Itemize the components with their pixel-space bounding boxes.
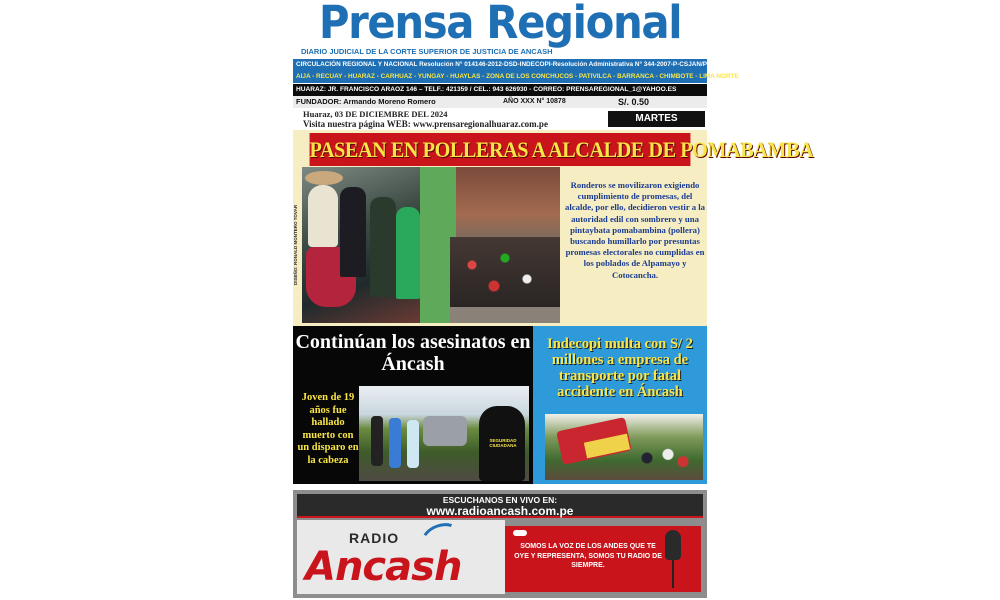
radio-logo-main: Ancash <box>305 544 462 590</box>
address-band: HUARAZ: JR. FRANCISCO ARAOZ 146 – TELF.: 421359 / CEL.: 943 626930 - CORREO: PRENSAREGIONAL_1@YAHOO.ES <box>293 84 707 96</box>
ad-promo <box>505 526 701 592</box>
weekday-badge: MARTES <box>608 111 705 127</box>
story-indecopi-headline: Indecopi multa con S/ 2 millones a empresa de transporte por fatal accidente en Áncash <box>547 336 693 400</box>
circulation-band <box>293 59 739 83</box>
lead-headline: PASEAN EN POLLERAS A ALCALDE DE POMABAMBA <box>310 133 691 166</box>
people-shape <box>635 440 695 476</box>
story-indecopi <box>533 326 707 484</box>
lead-story <box>293 130 814 326</box>
lead-photo-right <box>420 167 560 323</box>
person-shape <box>396 207 420 299</box>
newspaper-subtitle: DIARIO JUDICIAL DE LA CORTE SUPERIOR DE JUSTICIA DE ANCASH <box>301 47 553 56</box>
info-band <box>293 96 707 108</box>
story-murders-caption: Joven de 19 años fue hallado muerto con un disparo en la cabeza <box>297 392 359 466</box>
hat-shape <box>305 171 343 185</box>
lead-summary: Ronderos se movilizaron exigiendo cumplimiento de promesas, del alcalde, por ello, decidieron vestir a la autoridad edil con sombrero y una pintaybata pomabambina (pollera) buscando humillarlo por presuntas promesas electorales no cumplidas en los poblados de Alpamayo y Cotocancha. <box>565 180 705 280</box>
design-credit: DISEÑO: RONALD MONTERO TOVAR <box>293 204 298 286</box>
mic-stand-icon <box>672 560 674 588</box>
radio-logo-top: RADIO <box>349 530 400 546</box>
car-shape <box>423 416 467 446</box>
ad-listen-live: ESCUCHANOS EN VIVO EN: <box>442 495 558 505</box>
person-shape <box>389 418 401 468</box>
story-murders <box>293 326 533 484</box>
person-shape <box>407 420 419 468</box>
person-shape <box>371 416 383 466</box>
price: S/. 0.50 <box>618 97 650 107</box>
radio-ancash-ad <box>293 490 707 598</box>
story-murders-headline: Continúan los asesinatos en Áncash <box>295 331 531 375</box>
person-shape <box>340 187 366 277</box>
person-shape <box>370 197 396 297</box>
issue-number: AÑO XXX N° 10878 <box>503 98 566 105</box>
issue-date: Huaraz, 03 DE DICIEMBRE DEL 2024 <box>303 109 448 119</box>
circulation-text: CIRCULACIÓN REGIONAL Y NACIONAL Resolución N° 014146-2012-DSD-INDECOPI-Resolución Administrativa N° 344-2007-P-CSJAN/PJ <box>296 61 711 68</box>
coverage-text: AIJA - RECUAY - HUARAZ - CARHUAZ - YUNGAY - HUAYLAS - ZONA DE LOS CONCHUCOS - PATIVILCA - BARRANCA - CHIMBOTE - LIMA NORTE <box>296 73 739 80</box>
ad-url: www.radioancash.com.pe <box>426 504 574 518</box>
date-band <box>293 108 707 130</box>
masthead <box>291 0 709 49</box>
newspaper-front-page <box>291 0 814 600</box>
road-shape <box>450 307 560 323</box>
ad-slogan: SOMOS LA VOZ DE LOS ANDES QUE TE OYE Y REPRESENTA, SOMOS TU RADIO DE SIEMPRE. <box>514 543 662 569</box>
vest-text: SEGURIDAD CIUDADANA <box>489 438 517 448</box>
story-murders-photo <box>359 386 529 481</box>
lead-photo-left <box>302 167 420 323</box>
person-shape <box>308 185 338 247</box>
microphone-icon <box>665 530 681 560</box>
small-logo-icon <box>513 530 527 536</box>
radio-logo <box>297 520 505 594</box>
story-indecopi-photo <box>545 414 703 480</box>
website-text: Visita nuestra página WEB: www.prensaregionalhuaraz.com.pe <box>303 119 548 129</box>
ad-top-banner <box>297 494 703 518</box>
crowd-shape <box>450 237 560 307</box>
founder-text: FUNDADOR: Armando Moreno Romero <box>296 97 436 106</box>
newspaper-name: Prensa Regional <box>318 0 682 49</box>
